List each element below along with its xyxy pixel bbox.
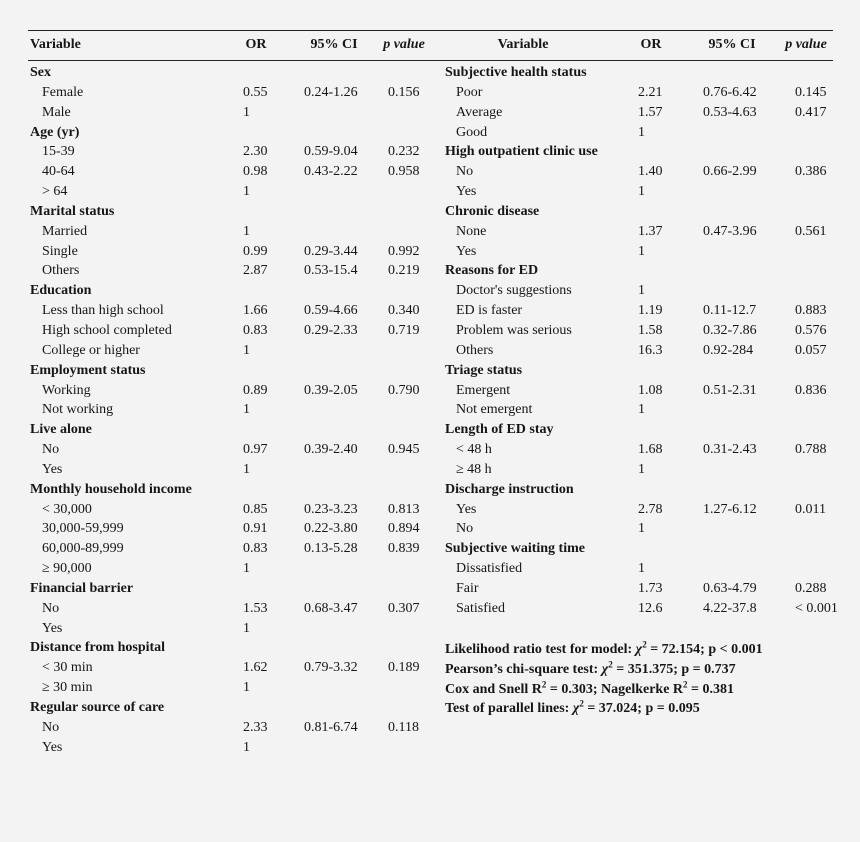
row-label: Fair [456,580,479,596]
row-label: Yes [456,243,477,259]
ci-value: 0.32-7.86 [703,322,757,338]
group-label: Discharge instruction [445,481,574,497]
ci-value: 0.53-4.63 [703,104,757,120]
row-label: High school completed [42,322,172,338]
stats-line-parallel: Test of parallel lines: $\chi^2 = 37.024$; p = 0.095 [445,698,700,717]
group-label: Regular source of care [30,700,165,715]
row-label: None [456,223,487,239]
group-label: Sex [30,65,51,80]
group-label: Financial barrier [30,580,134,596]
group-label: Live alone [30,422,92,438]
or-value: 1 [638,521,645,537]
or-value: 1.62 [243,660,268,676]
ci-value: 0.59-9.04 [304,144,358,160]
or-value: 0.83 [243,541,268,557]
p-value: 0.894 [388,521,420,537]
or-value: 1 [243,561,250,577]
group-label: Chronic disease [445,203,540,219]
or-value: 1.37 [638,223,663,239]
ci-value: 0.66-2.99 [703,164,757,180]
group-label: Distance from hospital [30,640,166,656]
row-label: Problem was serious [456,322,572,338]
ci-value: 0.39-2.05 [304,382,358,398]
ci-value: 0.47-3.96 [703,223,757,239]
group-label: Triage status [445,362,523,378]
p-value: 0.839 [388,541,420,557]
header-ci-right: 95% CI [708,37,756,52]
or-value: 0.97 [243,442,268,458]
or-value: 16.3 [638,342,663,358]
row-label: Dissatisfied [456,561,523,577]
ci-value: 0.63-4.79 [703,580,757,596]
p-value: 0.719 [388,322,420,338]
or-value: 0.98 [243,164,268,180]
row-label: College or higher [42,342,140,358]
row-label: ≥ 90,000 [42,561,92,577]
row-label: Married [42,223,88,239]
header-variable-right: Variable [497,37,549,52]
ci-value: 0.24-1.26 [304,84,358,100]
stats-line-pearson: Pearson’s chi-square test: $\chi^2 = 351.375$; p = 0.737 [445,659,736,677]
group-label: Subjective waiting time [445,541,585,557]
row-label: Single [42,243,78,259]
row-label: Poor [456,84,483,100]
row-label: Working [42,382,91,398]
row-label: Satisfied [456,600,505,616]
or-value: 0.85 [243,501,268,517]
p-value: 0.945 [388,442,420,458]
or-value: 1 [638,283,645,299]
or-value: 1 [243,680,250,696]
p-value: 0.145 [795,84,827,100]
p-value: 0.790 [388,382,420,398]
group-label: Marital status [30,203,115,219]
row-label: ≥ 30 min [42,680,93,696]
row-label: Doctor's suggestions [456,283,572,299]
or-value: 1 [638,402,645,418]
row-label: Yes [42,461,63,477]
header-p-left: p value [383,37,425,52]
row-label: 60,000-89,999 [42,541,124,557]
or-value: 1 [243,402,250,418]
row-label: 30,000-59,999 [42,521,124,537]
ci-value: 1.27-6.12 [703,501,757,517]
or-value: 0.89 [243,382,268,398]
row-label: < 48 h [456,442,492,458]
row-label: Less than high school [42,303,164,319]
ci-value: 4.22-37.8 [703,600,757,616]
stats-line-r-squared: Cox and Snell $R^2 = 0.303$; Nagelkerke $R^2 = 0.381$ [445,678,735,697]
p-value: 0.788 [795,442,827,458]
row-label: No [456,521,474,537]
or-value: 2.30 [243,144,268,160]
or-value: 1 [638,243,645,259]
row-label: Male [42,104,71,120]
ci-value: 0.23-3.23 [304,501,358,517]
row-label: No [456,164,474,180]
row-label: No [42,600,60,616]
p-value: 0.232 [388,144,420,160]
or-value: 12.6 [638,600,663,616]
row-label: Not emergent [456,402,533,418]
row-label: Good [456,124,488,140]
row-label: ED is faster [456,303,523,319]
stats-line-likelihood: Likelihood ratio test for model: $\chi^2 = 72.154$; p < 0.001 [445,639,763,657]
p-value: 0.307 [388,600,420,616]
row-label: Emergent [456,382,511,398]
or-value: 1.66 [243,303,268,319]
row-label: 15-39 [42,144,75,160]
or-value: 1 [243,223,250,239]
row-label: < 30 min [42,660,93,676]
p-value: 0.417 [795,104,827,120]
or-value: 2.87 [243,263,268,279]
ci-value: 0.29-2.33 [304,322,358,338]
p-value: 0.883 [795,303,827,319]
row-label: No [42,442,60,458]
row-label: Yes [42,739,63,755]
or-value: 1 [243,342,250,358]
header-ci-left: 95% CI [310,37,358,52]
or-value: 0.91 [243,521,268,537]
group-label: Length of ED stay [445,422,554,438]
group-label: High outpatient clinic use [445,144,598,160]
or-value: 1 [638,561,645,577]
p-value: 0.118 [388,719,419,735]
or-value: 1.73 [638,580,663,596]
group-label: Employment status [30,362,146,378]
or-value: 1.57 [638,104,663,120]
ci-value: 0.79-3.32 [304,660,358,676]
group-label: Subjective health status [445,65,587,80]
row-label: Average [456,104,503,120]
or-value: 1.19 [638,303,663,319]
row-label: 40-64 [42,164,75,180]
ci-value: 0.31-2.43 [703,442,757,458]
row-label: < 30,000 [42,501,92,517]
top-rule [28,30,833,31]
row-label: Others [456,342,494,358]
p-value: 0.958 [388,164,420,180]
or-value: 0.83 [243,322,268,338]
ci-value: 0.68-3.47 [304,600,358,616]
group-label: Reasons for ED [445,263,539,279]
p-value: < 0.001 [795,600,838,616]
row-label: No [42,719,60,735]
header-p-right: p value [785,37,827,52]
p-value: 0.189 [388,660,420,676]
header-variable-left: Variable [30,37,81,52]
row-label: Yes [456,501,477,517]
p-value: 0.576 [795,322,827,338]
or-value: 1.53 [243,600,268,616]
or-value: 1.68 [638,442,663,458]
or-value: 0.55 [243,84,268,100]
or-value: 2.33 [243,719,268,735]
ci-value: 0.81-6.74 [304,719,358,735]
p-value: 0.813 [388,501,420,517]
or-value: 1 [243,184,250,200]
p-value: 0.992 [388,243,420,259]
row-label: Others [42,263,80,279]
p-value: 0.057 [795,342,827,358]
or-value: 1.08 [638,382,663,398]
or-value: 1 [243,620,250,636]
ci-value: 0.53-15.4 [304,263,358,279]
header-or-left: OR [245,37,267,52]
row-label: > 64 [42,184,68,200]
ci-value: 0.43-2.22 [304,164,358,180]
p-value: 0.340 [388,303,420,319]
or-value: 1 [243,104,250,120]
row-label: Female [42,84,84,100]
p-value: 0.219 [388,263,420,279]
or-value: 2.21 [638,84,663,100]
group-label: Education [30,283,92,299]
p-value: 0.156 [388,84,420,100]
ci-value: 0.76-6.42 [703,84,757,100]
ci-value: 0.51-2.31 [703,382,757,398]
row-label: Yes [42,620,63,636]
ci-value: 0.39-2.40 [304,442,358,458]
or-value: 1.40 [638,164,663,180]
group-label: Monthly household income [30,481,192,497]
ci-value: 0.13-5.28 [304,541,358,557]
or-value: 1 [243,739,250,755]
row-label: ≥ 48 h [456,461,492,477]
ci-value: 0.22-3.80 [304,521,358,537]
or-value: 1.58 [638,322,663,338]
p-value: 0.561 [795,223,827,239]
or-value: 0.99 [243,243,268,259]
ci-value: 0.29-3.44 [304,243,358,259]
model-statistics [445,640,763,719]
ci-value: 0.59-4.66 [304,303,358,319]
ci-value: 0.11-12.7 [703,303,757,319]
or-value: 1 [638,184,645,200]
p-value: 0.836 [795,382,827,398]
or-value: 2.78 [638,501,663,517]
group-label: Age (yr) [30,124,80,140]
p-value: 0.288 [795,580,827,596]
or-value: 1 [638,124,645,140]
p-value: 0.011 [795,501,826,517]
p-value: 0.386 [795,164,827,180]
row-label: Not working [42,402,114,418]
header-or-right: OR [640,37,662,52]
header-rule [28,60,833,61]
row-label: Yes [456,184,477,200]
or-value: 1 [243,461,250,477]
or-value: 1 [638,461,645,477]
ci-value: 0.92-284 [703,342,754,358]
